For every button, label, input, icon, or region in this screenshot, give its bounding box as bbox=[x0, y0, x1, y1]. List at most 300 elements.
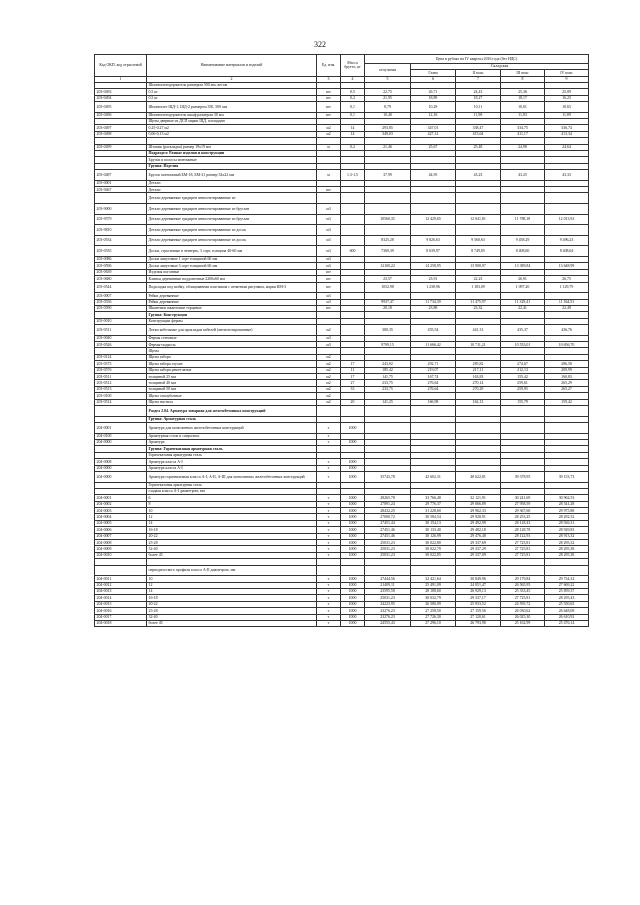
cell-price: 24 051,47 bbox=[456, 582, 501, 588]
cell-name: Щиты забора решетчатые bbox=[147, 367, 317, 373]
cell-unit: м3 bbox=[317, 335, 341, 341]
table-row bbox=[95, 204, 589, 215]
header-mass: Масса брутто, кг bbox=[341, 55, 365, 77]
cell-price bbox=[365, 422, 411, 433]
cell-unit: т bbox=[317, 546, 341, 552]
cell-name: Горячекатаная арматурная сталь bbox=[147, 482, 317, 488]
cell-mass: 1000 bbox=[341, 552, 365, 558]
cell-name: Арматура горячекатаная класса А-I, А-II, А-III для монолитных железобетонных конструкций bbox=[147, 471, 317, 482]
cell-price: 30 154,13 bbox=[411, 520, 456, 526]
cell-price: 27 725,81 bbox=[501, 540, 545, 546]
cell-price: 338,47 bbox=[456, 125, 501, 131]
cell-price: 8 639,97 bbox=[411, 246, 456, 257]
cell-code: 204-0011 bbox=[95, 576, 147, 582]
cell-code: 204-0008 bbox=[95, 540, 147, 546]
cell-name: Щиты забора bbox=[147, 354, 317, 360]
cell-name: 14 bbox=[147, 520, 317, 526]
cell-price: 1 238,96 bbox=[411, 282, 456, 293]
cell-code: 204-0018 bbox=[95, 620, 147, 626]
cell-mass: 1000 bbox=[341, 576, 365, 582]
cell-mass: 1000 bbox=[341, 588, 365, 594]
cell-price: 27451,44 bbox=[365, 520, 411, 526]
cell-price: 10 656,70 bbox=[545, 342, 589, 348]
cell-name: Конструкции фермы bbox=[147, 318, 317, 324]
header-warehouse: Складская bbox=[411, 64, 589, 70]
cell-price: 209,99 bbox=[545, 367, 589, 373]
cell-price: 166,98 bbox=[411, 399, 456, 405]
cell-code: 203-0511 bbox=[95, 374, 147, 380]
cell-price: 30 022,79 bbox=[411, 546, 456, 552]
cell-name: Доски, строганные в четверть, 3 сорт, толщина 40-60 мм bbox=[147, 246, 317, 257]
cell-name: 8 bbox=[147, 501, 317, 507]
cell-name: Доски липутовые 3 сорт толщиной 60 мм bbox=[147, 263, 317, 269]
cell-price bbox=[456, 193, 501, 204]
cell-price: 28 128,78 bbox=[501, 527, 545, 533]
cell-price: 10,29 bbox=[411, 101, 456, 112]
cell-unit: м3 bbox=[317, 214, 341, 225]
cell-name: Фермы стеновые bbox=[147, 335, 317, 341]
cell-price bbox=[456, 565, 501, 576]
cell-price bbox=[545, 225, 589, 236]
cell-name: Детали деревянные градирен антисептированные из брусьев bbox=[147, 214, 317, 225]
cell-name: Доски липутовые 1 сорт толщиной 60 мм bbox=[147, 257, 317, 263]
cell-price: 435,37 bbox=[501, 325, 545, 336]
cell-price: 27 296,10 bbox=[411, 620, 456, 626]
cell-name: Группа: Изделия bbox=[147, 163, 317, 169]
cell-code: 204-0013 bbox=[95, 588, 147, 594]
cell-name: Шпингалетодержатель шкаф размером 30 мм bbox=[147, 112, 317, 118]
cell-code: 203-9579 bbox=[95, 214, 147, 225]
cell-code: 203-0100 bbox=[95, 393, 147, 399]
cell-price: 243,02 bbox=[365, 361, 411, 367]
cell-price: 43,33 bbox=[545, 170, 589, 181]
cell-price: 11,83 bbox=[501, 112, 545, 118]
cell-mass: 1000 bbox=[341, 595, 365, 601]
cell-price: 30 584,54 bbox=[411, 514, 456, 520]
cell-price: 26,75 bbox=[545, 276, 589, 282]
cell-name: более 45 bbox=[147, 620, 317, 626]
cell-price: 29 962,33 bbox=[456, 508, 501, 514]
cell-price: 11 475,97 bbox=[456, 299, 501, 305]
cell-unit: шт bbox=[317, 89, 341, 95]
cell-name: Детали деревянные градирен антисептированные из bbox=[147, 193, 317, 204]
table-row bbox=[95, 101, 589, 112]
cell-price: 415,64 bbox=[456, 131, 501, 137]
cell-price bbox=[411, 422, 456, 433]
cell-name: Арматурная сталь в спирались bbox=[147, 433, 317, 439]
cell-unit: м3 bbox=[317, 257, 341, 263]
cell-price: 28 122,93 bbox=[501, 533, 545, 539]
cell-name: Рейки деревянные bbox=[147, 299, 317, 305]
cell-price: 27 669,22 bbox=[545, 582, 589, 588]
cell-price: 27451,46 bbox=[365, 527, 411, 533]
table-row bbox=[95, 246, 589, 257]
table-row bbox=[95, 471, 589, 482]
cell-unit: м2 bbox=[317, 325, 341, 336]
cell-mass bbox=[341, 204, 365, 215]
cell-price: 28 253,25 bbox=[501, 514, 545, 520]
cell-code: 203-0001 bbox=[95, 180, 147, 186]
cell-price: 25,89 bbox=[545, 89, 589, 95]
cell-code: 204-0100 bbox=[95, 433, 147, 439]
cell-price: 28432,25 bbox=[365, 508, 411, 514]
cell-price: 11 788,18 bbox=[501, 214, 545, 225]
cell-price: 13 908,97 bbox=[456, 263, 501, 269]
column-number: 9 bbox=[545, 76, 589, 82]
cell-unit: т bbox=[317, 439, 341, 445]
header-unit: Ед. изм. bbox=[317, 55, 341, 77]
cell-mass bbox=[341, 565, 365, 576]
cell-mass: 0,1 bbox=[341, 101, 365, 112]
cell-code: 204-0006 bbox=[95, 527, 147, 533]
cell-unit: м bbox=[317, 144, 341, 150]
cell-price: 29 776,37 bbox=[411, 501, 456, 507]
cell-code: 204-0000 bbox=[95, 465, 147, 471]
cell-price: 1 097,20 bbox=[501, 282, 545, 293]
cell-unit: т bbox=[317, 433, 341, 439]
cell-code: 203-0544 bbox=[95, 282, 147, 293]
cell-name: Штапик (раскладка) размер 19х19 мм bbox=[147, 144, 317, 150]
cell-code: 203-0511 bbox=[95, 325, 147, 336]
cell-price: 9 496,23 bbox=[545, 235, 589, 246]
cell-name: Подраздел: Разные изделия и конструкции bbox=[147, 150, 317, 156]
cell-name: Арматура класса А-I bbox=[147, 459, 317, 465]
cell-price: 233,75 bbox=[365, 386, 411, 392]
cell-price: 28 926,31 bbox=[545, 520, 589, 526]
cell-price: 10,01 bbox=[501, 101, 545, 112]
cell-name: Шпингалетодержатель размером 500 мм, весом bbox=[147, 82, 317, 88]
cell-price: 12 013,92 bbox=[545, 214, 589, 225]
cell-price: 22,23 bbox=[456, 276, 501, 282]
cell-mass bbox=[341, 193, 365, 204]
cell-unit: шт bbox=[317, 269, 341, 275]
column-number: 5 bbox=[365, 76, 411, 82]
cell-unit: т bbox=[317, 540, 341, 546]
cell-name: Арматура для монолитных железобетонных конструкций bbox=[147, 422, 317, 433]
cell-mass: 1000 bbox=[341, 540, 365, 546]
cell-price: 23,91 bbox=[411, 276, 456, 282]
cell-mass: 11 bbox=[341, 367, 365, 373]
cell-price: 1 183,09 bbox=[456, 282, 501, 293]
cell-price: 9 458,29 bbox=[501, 235, 545, 246]
cell-price: 30 022,80 bbox=[411, 540, 456, 546]
cell-price: 12,16 bbox=[411, 112, 456, 118]
cell-unit: м3 bbox=[317, 299, 341, 305]
cell-price: 9 826,63 bbox=[411, 235, 456, 246]
cell-mass: 1000 bbox=[341, 527, 365, 533]
cell-price: 28 295,38 bbox=[545, 546, 589, 552]
cell-price: 29 975,88 bbox=[545, 508, 589, 514]
cell-price: 11,98 bbox=[456, 112, 501, 118]
column-number: 6 bbox=[411, 76, 456, 82]
cell-price: 28265,78 bbox=[365, 495, 411, 501]
cell-unit: т bbox=[317, 582, 341, 588]
cell-price: 29 179,84 bbox=[501, 576, 545, 582]
cell-price: 349,03 bbox=[365, 131, 411, 137]
cell-price: 13 648,99 bbox=[545, 263, 589, 269]
cell-price: 159,42 bbox=[545, 399, 589, 405]
cell-price: 10 553,01 bbox=[501, 342, 545, 348]
cell-mass: 1000 bbox=[341, 608, 365, 614]
cell-price: 24,43 bbox=[456, 89, 501, 95]
cell-name: Клинья деревянные поддоночные 2200х60 мм bbox=[147, 276, 317, 282]
cell-mass: 1000 bbox=[341, 620, 365, 626]
cell-price: 32 121,91 bbox=[456, 495, 501, 501]
cell-unit: м2 bbox=[317, 393, 341, 399]
cell-unit: м3 bbox=[317, 263, 341, 269]
cell-code: 203-0536 bbox=[95, 299, 147, 305]
cell-mass: 33 bbox=[341, 386, 365, 392]
cell-price: 29 066,89 bbox=[456, 501, 501, 507]
cell-name: 32-40 bbox=[147, 614, 317, 620]
cell-unit: м3 bbox=[317, 342, 341, 348]
cell-price: 44,95 bbox=[411, 170, 456, 181]
cell-name: 14 bbox=[147, 588, 317, 594]
cell-price bbox=[545, 204, 589, 215]
cell-price bbox=[411, 204, 456, 215]
cell-price: 25031,23 bbox=[365, 595, 411, 601]
cell-price: 155,42 bbox=[501, 374, 545, 380]
cell-code: 203-0086 bbox=[95, 257, 147, 263]
cell-mass: 1000 bbox=[341, 422, 365, 433]
cell-price: 37,99 bbox=[365, 170, 411, 181]
cell-code: 204-0000 bbox=[95, 439, 147, 445]
cell-price: 16,25 bbox=[545, 95, 589, 101]
cell-code: 204-0016 bbox=[95, 608, 147, 614]
cell-price: 27 120,61 bbox=[456, 614, 501, 620]
cell-price: 293,85 bbox=[365, 125, 411, 131]
cell-mass: 17 bbox=[341, 374, 365, 380]
cell-price: 10 711,21 bbox=[456, 342, 501, 348]
cell-price: 259,95 bbox=[501, 386, 545, 392]
cell-price: 11 666,42 bbox=[411, 342, 456, 348]
cell-unit: м2 bbox=[317, 380, 341, 386]
cell-name: 6 bbox=[147, 495, 317, 501]
cell-unit: шт bbox=[317, 282, 341, 293]
cell-price: 23276,23 bbox=[365, 614, 411, 620]
cell-price: 30 032,79 bbox=[411, 595, 456, 601]
cell-name: более 45 bbox=[147, 552, 317, 558]
cell-code bbox=[95, 193, 147, 204]
cell-price bbox=[365, 204, 411, 215]
cell-name: Щиты настила bbox=[147, 399, 317, 405]
column-number: 7 bbox=[456, 76, 501, 82]
cell-price: 23595,58 bbox=[365, 588, 411, 594]
cell-price: 25 933,52 bbox=[456, 601, 501, 607]
cell-unit: т bbox=[317, 527, 341, 533]
cell-unit: шт bbox=[317, 95, 341, 101]
cell-price bbox=[501, 422, 545, 433]
column-number: 4 bbox=[341, 76, 365, 82]
cell-code: 204-0012 bbox=[95, 582, 147, 588]
cell-name: 10 bbox=[147, 576, 317, 582]
cell-code: 203-0493 bbox=[95, 89, 147, 95]
cell-price: 18,89 bbox=[411, 95, 456, 101]
cell-price bbox=[501, 193, 545, 204]
cell-code: 204-0002 bbox=[95, 501, 147, 507]
cell-price: 26 580,09 bbox=[411, 601, 456, 607]
cell-code: 203-0124 bbox=[95, 354, 147, 360]
cell-unit: м2 bbox=[317, 374, 341, 380]
cell-code: 203-0487 bbox=[95, 170, 147, 181]
cell-price: 24223,95 bbox=[365, 601, 411, 607]
cell-price: 1 129,79 bbox=[545, 282, 589, 293]
cell-name: 0,25-0,27 м2 bbox=[147, 125, 317, 131]
cell-price: 12 041,81 bbox=[456, 214, 501, 225]
cell-price: 27 159,56 bbox=[456, 608, 501, 614]
cell-name: 16-18 bbox=[147, 595, 317, 601]
cell-code: 203-0496 bbox=[95, 112, 147, 118]
cell-price: 24,98 bbox=[501, 144, 545, 150]
cell-price: 334,75 bbox=[501, 125, 545, 131]
cell-name: Брусок монтажный БМ-18, БМ-21 размер 54х22 мм bbox=[147, 170, 317, 181]
cell-unit: шт bbox=[317, 276, 341, 282]
cell-price: 29 476,48 bbox=[456, 533, 501, 539]
cell-price: 265,29 bbox=[545, 380, 589, 386]
cell-price: 427,12 bbox=[411, 131, 456, 137]
cell-price: 219,07 bbox=[411, 367, 456, 373]
cell-price: 23,88 bbox=[411, 305, 456, 311]
cell-price bbox=[456, 422, 501, 433]
cell-mass: 1000 bbox=[341, 459, 365, 465]
cell-mass: 0,1 bbox=[341, 112, 365, 118]
cell-price: 26 025,30 bbox=[501, 614, 545, 620]
cell-code: 203-0497 bbox=[95, 125, 147, 131]
cell-price: 29 928,91 bbox=[456, 514, 501, 520]
cell-unit: т bbox=[317, 588, 341, 594]
cell-price: 276,64 bbox=[411, 380, 456, 386]
cell-price: 27 726,30 bbox=[411, 614, 456, 620]
cell-price: 9 560,63 bbox=[456, 235, 501, 246]
cell-mass bbox=[341, 282, 365, 293]
cell-price: 441,31 bbox=[456, 325, 501, 336]
cell-price: 9799,15 bbox=[365, 342, 411, 348]
cell-unit: т bbox=[317, 595, 341, 601]
table-row bbox=[95, 325, 589, 336]
cell-price bbox=[365, 193, 411, 204]
cell-price: 27 725,81 bbox=[501, 546, 545, 552]
cell-mass bbox=[341, 225, 365, 236]
cell-price: 8 749,85 bbox=[456, 246, 501, 257]
cell-price: 11 364,91 bbox=[545, 299, 589, 305]
cell-mass bbox=[341, 235, 365, 246]
cell-name: 32-40 bbox=[147, 546, 317, 552]
cell-unit: шт bbox=[317, 187, 341, 193]
cell-price: 27000,72 bbox=[365, 514, 411, 520]
cell-price: 28 188,60 bbox=[411, 588, 456, 594]
cell-name: Щиты bbox=[147, 348, 317, 354]
cell-price: 29 337,29 bbox=[456, 546, 501, 552]
cell-price: 39 378,95 bbox=[501, 471, 545, 482]
cell-name: Лотки кабельные для прокладки кабелей (антисептированные) bbox=[147, 325, 317, 336]
cell-code: 203-0534 bbox=[95, 235, 147, 246]
cell-price: 39 153,73 bbox=[545, 471, 589, 482]
cell-price: 21,46 bbox=[365, 144, 411, 150]
cell-price: 30 849,96 bbox=[456, 576, 501, 582]
cell-price: 26 565,95 bbox=[501, 582, 545, 588]
cell-price: 10,11 bbox=[456, 101, 501, 112]
cell-mass: 1000 bbox=[341, 582, 365, 588]
cell-name: Подкладка под мойку, облицованная пластиком с печатным рисунком, марки КМ-3 bbox=[147, 282, 317, 293]
table-row bbox=[95, 565, 589, 576]
cell-code: 204-0015 bbox=[95, 601, 147, 607]
cell-price: 26,71 bbox=[411, 89, 456, 95]
cell-code: 203-0498 bbox=[95, 131, 147, 137]
cell-price: 24 595,72 bbox=[501, 601, 545, 607]
cell-price: 167,74 bbox=[411, 374, 456, 380]
cell-price bbox=[545, 193, 589, 204]
cell-price: 11,89 bbox=[545, 112, 589, 118]
cell-name: Детали деревянные градирен антисептированные из досок bbox=[147, 235, 317, 246]
cell-code: 203-0639 bbox=[95, 269, 147, 275]
cell-mass: 1000 bbox=[341, 601, 365, 607]
cell-price: 27451,46 bbox=[365, 533, 411, 539]
cell-code: 203-0513 bbox=[95, 386, 147, 392]
cell-price: 25031,23 bbox=[365, 540, 411, 546]
cell-unit: т bbox=[317, 501, 341, 507]
cell-price: 30 133,40 bbox=[411, 527, 456, 533]
cell-price bbox=[365, 565, 411, 576]
cell-unit bbox=[317, 406, 341, 417]
cell-price: 270,14 bbox=[456, 380, 501, 386]
cell-code: 203-0494 bbox=[95, 95, 147, 101]
table-row bbox=[95, 282, 589, 293]
cell-mass bbox=[341, 406, 365, 417]
cell-price: 185,42 bbox=[365, 367, 411, 373]
cell-code: 204-0009 bbox=[95, 546, 147, 552]
cell-unit bbox=[317, 193, 341, 204]
cell-name: периодического профиля класса А-II диаметром, мм bbox=[147, 565, 317, 576]
cell-unit: т bbox=[317, 508, 341, 514]
cell-price: 24555,43 bbox=[365, 620, 411, 626]
cell-price: 380,35 bbox=[365, 325, 411, 336]
cell-price: 10,65 bbox=[545, 101, 589, 112]
cell-price: 30 962,53 bbox=[545, 495, 589, 501]
cell-unit: т bbox=[317, 608, 341, 614]
cell-name: 12 bbox=[147, 514, 317, 520]
cell-mass: 20 bbox=[341, 399, 365, 405]
cell-code: 203-0512 bbox=[95, 380, 147, 386]
cell-price: 28 295,43 bbox=[545, 595, 589, 601]
cell-price: 28 541,28 bbox=[545, 501, 589, 507]
cell-unit: м3 bbox=[317, 235, 341, 246]
cell-price bbox=[545, 422, 589, 433]
cell-price: 12 429,65 bbox=[411, 214, 456, 225]
cell-mass: 1000 bbox=[341, 465, 365, 471]
price-table bbox=[94, 54, 589, 627]
cell-price: 347,01 bbox=[411, 125, 456, 131]
cell-price: 20,18 bbox=[365, 305, 411, 311]
table-body bbox=[95, 82, 589, 627]
header-zone-4: IV пояс bbox=[545, 70, 589, 76]
table-row bbox=[95, 406, 589, 417]
cell-price: 141,75 bbox=[365, 374, 411, 380]
cell-code: 203-0040 bbox=[95, 335, 147, 341]
cell-unit: м3 bbox=[317, 293, 341, 299]
cell-code: 203-0535 bbox=[95, 246, 147, 257]
cell-name: толщиной 50 мм bbox=[147, 386, 317, 392]
cell-code: 203-0007 bbox=[95, 293, 147, 299]
cell-code: 203-0680 bbox=[95, 276, 147, 282]
table-row bbox=[95, 170, 589, 181]
cell-unit: шт bbox=[317, 305, 341, 311]
cell-price: 9937,47 bbox=[365, 299, 411, 305]
cell-price: 8 408,60 bbox=[501, 246, 545, 257]
cell-price: 28 929,83 bbox=[545, 527, 589, 533]
cell-price: 21,95 bbox=[365, 95, 411, 101]
cell-price: 163,83 bbox=[456, 374, 501, 380]
cell-unit: м2 bbox=[317, 386, 341, 392]
